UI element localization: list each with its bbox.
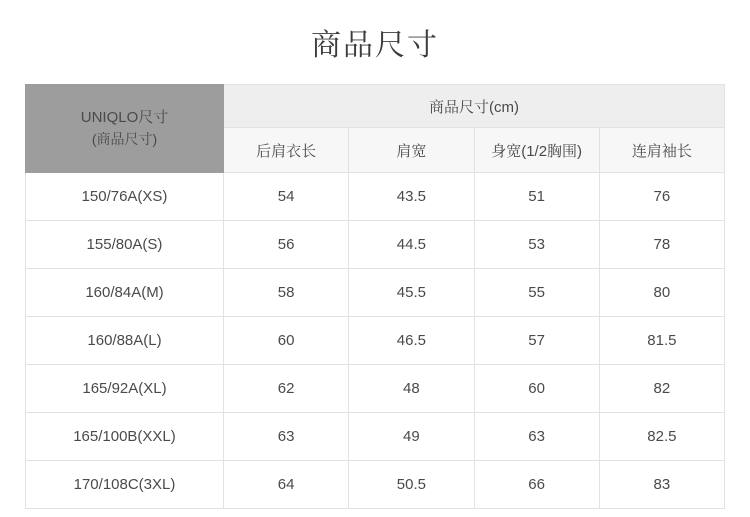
table-row [26, 461, 725, 509]
row-cell-0: 63 [224, 413, 349, 461]
row-cell-3: 82 [599, 365, 724, 413]
row-cell-0: 60 [224, 317, 349, 365]
row-cell-0: 54 [224, 173, 349, 221]
table-header-row-group [26, 85, 725, 128]
row-cell-0: 64 [224, 461, 349, 509]
row-cell-2: 55 [474, 269, 599, 317]
row-cell-1: 46.5 [349, 317, 474, 365]
size-table-container [0, 84, 750, 509]
column-header-0: 后肩衣长 [224, 128, 349, 173]
product-size-table [25, 84, 725, 509]
row-size-label: 165/92A(XL) [26, 365, 224, 413]
table-header [26, 85, 725, 173]
row-cell-1: 50.5 [349, 461, 474, 509]
table-row [26, 269, 725, 317]
row-cell-3: 82.5 [599, 413, 724, 461]
table-row [26, 221, 725, 269]
corner-header-cell [26, 85, 224, 173]
row-cell-1: 45.5 [349, 269, 474, 317]
page-title: 商品尺寸 [311, 29, 439, 62]
row-cell-3: 83 [599, 461, 724, 509]
row-cell-1: 49 [349, 413, 474, 461]
row-size-label: 150/76A(XS) [26, 173, 224, 221]
row-cell-1: 44.5 [349, 221, 474, 269]
table-row [26, 365, 725, 413]
row-size-label: 165/100B(XXL) [26, 413, 224, 461]
row-cell-3: 76 [599, 173, 724, 221]
table-row [26, 413, 725, 461]
column-header-1: 肩宽 [349, 128, 474, 173]
row-cell-2: 57 [474, 317, 599, 365]
row-cell-0: 56 [224, 221, 349, 269]
table-row [26, 317, 725, 365]
row-cell-2: 66 [474, 461, 599, 509]
corner-header-line1: UNIQLO尺寸 [80, 109, 169, 127]
row-cell-1: 43.5 [349, 173, 474, 221]
row-size-label: 170/108C(3XL) [26, 461, 224, 509]
row-cell-0: 62 [224, 365, 349, 413]
row-cell-2: 53 [474, 221, 599, 269]
row-cell-3: 80 [599, 269, 724, 317]
row-cell-2: 63 [474, 413, 599, 461]
table-row [26, 173, 725, 221]
column-header-2: 身宽(1/2胸围) [474, 128, 599, 173]
row-size-label: 160/84A(M) [26, 269, 224, 317]
column-header-3: 连肩袖长 [599, 128, 724, 173]
group-header-cell: 商品尺寸(cm) [224, 85, 725, 128]
row-size-label: 155/80A(S) [26, 221, 224, 269]
row-size-label: 160/88A(L) [26, 317, 224, 365]
row-cell-1: 48 [349, 365, 474, 413]
row-cell-3: 81.5 [599, 317, 724, 365]
row-cell-0: 58 [224, 269, 349, 317]
corner-header-line2: (商品尺寸) [91, 131, 158, 148]
row-cell-3: 78 [599, 221, 724, 269]
row-cell-2: 51 [474, 173, 599, 221]
row-cell-2: 60 [474, 365, 599, 413]
table-body [26, 173, 725, 509]
